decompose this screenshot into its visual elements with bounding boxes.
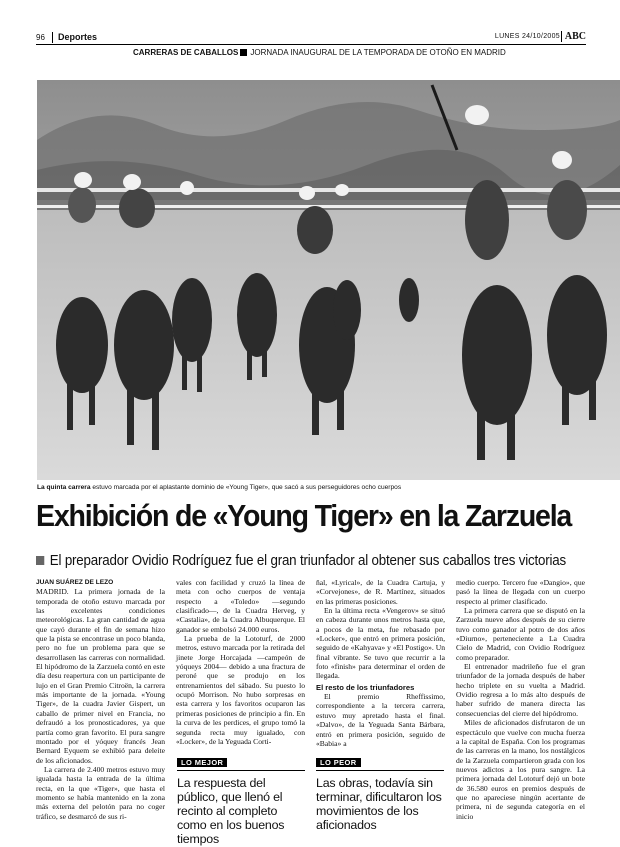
paragraph: vales con facilidad y cruzó la línea de meta con ocho cuerpos de ventaja respecto a «Toledo» —segundo clasificado—, de la Cuadra Herveg, y «Castalia», de la Cuadra Albuquerque. El ganador se embolsó 24.000 euros. <box>176 578 305 634</box>
article-column-4 <box>456 578 585 821</box>
paragraph: La prueba de la Lototurf, de 2000 metros, estuvo marcada por la retirada del jinete Jorge Horcajada —campeón de yóqueys 2004— debido a una fractura de peroné que se produjo en los entrenamientos del sábado. Su puesto lo ocupó Morrison. No hubo sorpresas en esta carrera y los favoritos ocuparon las primeras posiciones de principio a fin. En la curva de les perdices, el grupo tomó la segunda recta muy igualado, con «Locker», de la Yeguada Corti- <box>176 634 305 746</box>
section-name: Deportes <box>58 32 98 42</box>
horse-race-illustration <box>37 80 620 480</box>
article-column-1 <box>36 578 165 821</box>
article-column-3 <box>316 578 445 748</box>
caption-lead: La quinta carrera <box>37 484 91 491</box>
paragraph: medio cuerpo. Tercero fue «Dangio», que pasó la línea de llegada con un cuerpo respecto al primer clasificado. <box>456 578 585 606</box>
byline: JUAN SUÁREZ DE LEZO <box>36 579 114 586</box>
header-divider <box>52 32 53 43</box>
paragraph: MADRID. La primera jornada de la temporada de otoño estuvo marcada por las excelentes condiciones meteorológicas. La gran cantidad de agua que cayó durante el fin de semana hizo que la pista se encontrase un poco blanda, pero no fue un problema para que se desarrollasen las carreras con normalidad. El hipódromo de la Zarzuela contó en este día desu reapertura con un participante de lujo en el Gran Premio Citroën, la carrera más importante de la jornada. «Young Tiger», de la cuadra Javier Gispert, un caballo de primer nivel en Francia, no defraudó a los pronosticadores, ya que partía como gran favorito. El pura sangre montado por el yóquey francés Jean Bernard Eyquem se exhibió para deleite de los aficionados. <box>36 587 165 765</box>
paragraph: El entrenador madrileño fue el gran triunfador de la jornada después de haber hecho triplete en su vuelta a Madrid. Ovidio regresa a lo más alto después de haber sufrido de manera directa las consecuencias del cierre del hipódromo. <box>456 662 585 718</box>
issue-date: LUNES 24/10/2005 <box>494 33 560 40</box>
paragraph: El premio Rheffissimo, correspondiente a la tercera carrera, estuvo muy apretado hasta el final. «Dalvo», de la Yeguada Santa Bárbara, entró en primera posición, seguido de «Babia» a <box>316 692 445 748</box>
photo-caption <box>37 484 401 491</box>
subheadline <box>36 553 567 569</box>
paragraph: ñal, «Lyrical», de la Cuadra Cartuja, y «Corvejones», de R. Martínez, situados en las primeras posiciones. <box>316 578 445 606</box>
header-rule <box>36 44 586 45</box>
newspaper-logo: ABC <box>561 31 586 42</box>
paragraph: La carrera de 2.400 metros estuvo muy igualada hasta la entrada de la última recta, en la que «Tiger», que hasta el momento se había mantenido en la zona más externa del pelotón para no coger tráfico, se desmarcó de sus ri- <box>36 764 165 821</box>
square-bullet-icon <box>36 556 44 565</box>
box-rule <box>316 770 444 771</box>
subheadline-text: El preparador Ovidio Rodríguez fue el gran triunfador al obtener sus caballos tres victorias <box>49 553 567 569</box>
paragraph: La primera carrera que se disputó en la Zarzuela nueve años después de su cierre tuvo como ganador al potro de dos años «Diurno», perteneciente a La Cuadra Cielo de Madrid, con Ovidio Rodríguez como preparador. <box>456 606 585 662</box>
paragraph: En la última recta «Vengerov» se situó en cabeza durante unos metros hasta que, a pocos de la meta, fue rebasado por «Locker», que entró en primera posición, seguido de «Kahyava» y «El Postigo». Un final vibrante. Se tuvo que recurrir a la foto «finish» para determinar el orden de llegada. <box>316 606 445 681</box>
best-tag: LO MEJOR <box>177 758 227 767</box>
section-subtitle: El resto de los triunfadores <box>316 682 415 692</box>
headline: Exhibición de «Young Tiger» en la Zarzuela <box>36 498 572 533</box>
race-photo <box>37 80 620 480</box>
page-number: 96 <box>36 33 45 42</box>
square-bullet-icon <box>240 49 247 56</box>
caption-text: estuvo marcada por el aplastante dominio de «Young Tiger», que sacó a sus perseguidores ocho cuerpos <box>90 484 402 491</box>
kicker-subtopic: JORNADA INAUGURAL DE LA TEMPORADA DE OTOÑO EN MADRID <box>250 48 506 57</box>
best-text: La respuesta del público, que llenó el recinto al completo como en los buenos tiempos <box>177 776 285 846</box>
kicker-topic: CARRERAS DE CABALLOS <box>133 48 239 57</box>
worst-text: Las obras, todavía sin terminar, dificultaron los movimientos de los aficionados <box>316 776 442 832</box>
article-kicker <box>133 48 506 57</box>
best-box <box>177 752 305 846</box>
worst-tag: LO PEOR <box>316 758 361 767</box>
article-column-2 <box>176 578 305 746</box>
box-rule <box>177 770 305 771</box>
paragraph: Miles de aficionados disfrutaron de un espectáculo que vuelve con mucha fuerza a la capital de España. Con los programas de las carreras en la mano, los nostálgicos de la Zarzuela compartieron grada con los nuevos adictos a los pura sangre. La primera jornada del Lototurf dejó un bote de 36.580 euros en premios después de que no apareciese ningún acertante de primera, ni de segunda categoría en el inicio <box>456 718 585 821</box>
worst-box <box>316 752 444 832</box>
